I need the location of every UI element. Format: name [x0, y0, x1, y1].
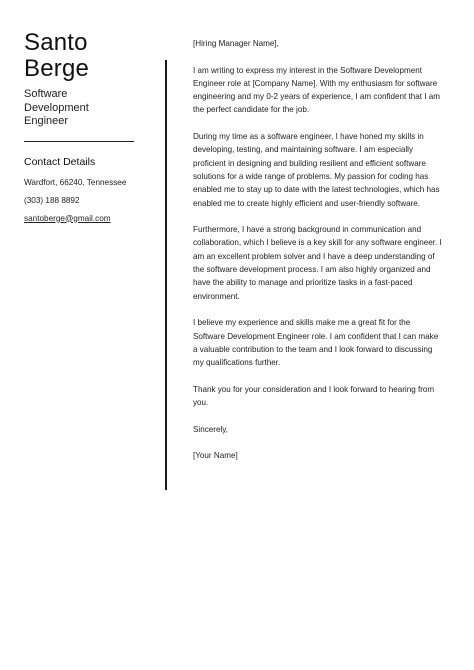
job-title-line: Software: [24, 88, 68, 100]
last-name: Berge: [24, 55, 90, 82]
closing: Sincerely,: [193, 424, 228, 434]
first-name: Santo: [24, 29, 88, 56]
letter-paragraph: Furthermore, I have a strong background in communication and collaboration, which I believe is a key skill for any software engineer. I am an excellent problem solver and I have a deep understanding of the software development process. I am also highly organized and have the ability to manage and prioritize tasks in a fast-paced environment.: [193, 225, 442, 301]
letter-paragraph: I am writing to express my interest in the Software Development Engineer role at [Company Name]. With my enthusiasm for software engineering and my 0-2 years of experience, I am confident that I am the perfect candidate for the job.: [193, 65, 440, 115]
contact-phone: (303) 188 8892: [24, 195, 80, 205]
salutation: [Hiring Manager Name],: [193, 39, 279, 48]
contact-address: Wardfort, 66240, Tennessee: [24, 177, 127, 187]
letter-paragraph: During my time as a software engineer, I have honed my skills in developing, testing, and maintaining software. I am especially proficient in designing and building resilient and efficient software solutions for a wide range of problems. My passion for coding has enabled me to stay up to date with the latest technologies, which has enabled me to create highly efficient and user-friendly software.: [193, 132, 440, 208]
letter-paragraph: Thank you for your consideration and I look forward to hearing from you.: [193, 384, 435, 408]
job-title: [24, 88, 136, 129]
letter-paragraph: I believe my experience and skills make me a great fit for the Software Development Engineer role. I am confident that I can make a valuable contribution to the team and I look forward to discussing my qualifications further.: [193, 318, 439, 368]
contact-email[interactable]: santoberge@gmail.com: [24, 213, 111, 223]
letter-body: [193, 37, 443, 463]
job-title-line: Engineer: [24, 115, 69, 127]
sidebar: [24, 30, 136, 224]
signature: [Your Name]: [193, 451, 238, 461]
sidebar-divider: [24, 141, 134, 142]
vertical-divider: [165, 60, 167, 490]
job-title-line: Development: [24, 101, 89, 114]
contact-heading: Contact Details: [24, 155, 96, 168]
